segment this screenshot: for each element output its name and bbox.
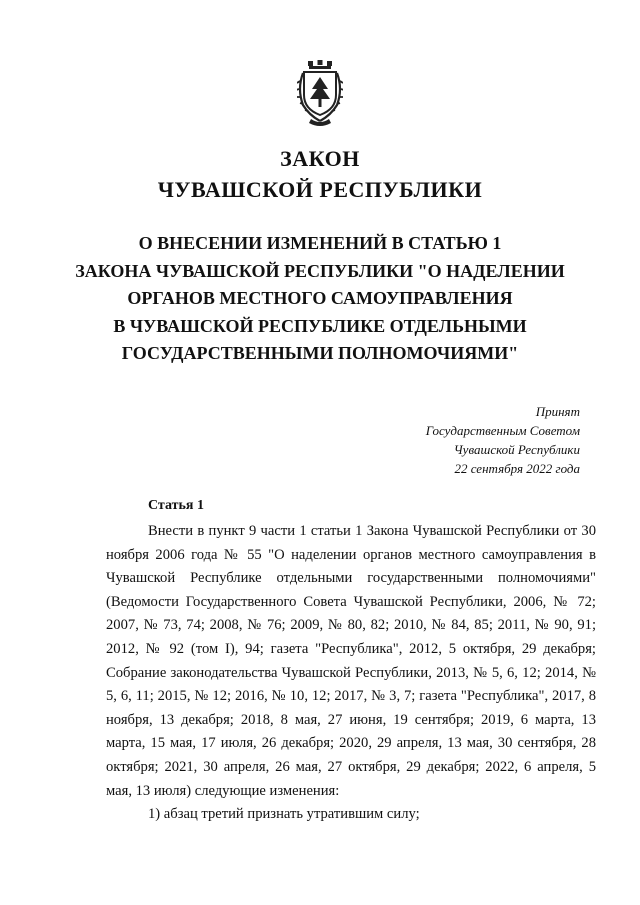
law-title-republic: ЧУВАШСКОЙ РЕСПУБЛИКИ: [157, 177, 483, 202]
adoption-note: [360, 402, 580, 478]
subtitle-line: ОРГАНОВ МЕСТНОГО САМОУПРАВЛЕНИЯ: [127, 288, 513, 308]
adoption-line: Принят: [535, 404, 580, 419]
law-title: ЗАКОН: [280, 146, 360, 171]
article-heading: Статья 1: [148, 498, 204, 513]
adoption-line: Чувашской Республики: [453, 442, 580, 457]
adoption-date: 22 сентября 2022 года: [454, 461, 580, 476]
adoption-line: Государственным Советом: [425, 423, 580, 438]
subtitle-line: ЗАКОНА ЧУВАШСКОЙ РЕСПУБЛИКИ "О НАДЕЛЕНИИ: [75, 260, 565, 281]
subtitle-line: В ЧУВАШСКОЙ РЕСПУБЛИКЕ ОТДЕЛЬНЫМИ: [113, 315, 527, 336]
subtitle-line: ГОСУДАРСТВЕННЫМИ ПОЛНОМОЧИЯМИ": [121, 343, 519, 363]
article-item: 1) абзац третий признать утратившим силу;: [148, 806, 420, 823]
article-paragraph: Внести в пункт 9 части 1 статьи 1 Закона Чувашской Республики от 30 ноября 2006 года № 55 "О наделении органов местного самоуправления в Чувашской Республике отдельными государственными полномочиями" (Ведомости Государственного Совета Чувашской Республики, 2006, № 72; 2007, № 73, 74; 2008, № 76; 2009, № 80, 82; 2010, № 84, 85; 2011, № 90, 91; 2012, № 92 (том I), 94; газета "Республика", 2012, 5 октября, 29 декабря; Собрание законодательства Чувашской Республики, 2013, № 5, 6, 12; 2014, № 5, 6, 11; 2015, № 12; 2016, № 10, 12; 2017, № 3, 7; газета "Республика", 2017, 8 ноября, 13 декабря; 2018, 8 мая, 27 июня, 19 сентября; 2019, 6 марта, 13 марта, 15 мая, 17 июля, 26 декабря; 2020, 29 апреля, 13 мая, 30 сентября, 28 октября; 2021, 30 апреля, 26 мая, 27 октября, 29 декабря; 2022, 6 апреля, 5 мая, 13 июля) следующие изменения:: [106, 523, 596, 799]
law-subtitle: [60, 230, 580, 368]
coat-of-arms-icon: [297, 59, 343, 129]
subtitle-line: О ВНЕСЕНИИ ИЗМЕНЕНИЙ В СТАТЬЮ 1: [138, 233, 502, 253]
article-body: [106, 520, 596, 827]
